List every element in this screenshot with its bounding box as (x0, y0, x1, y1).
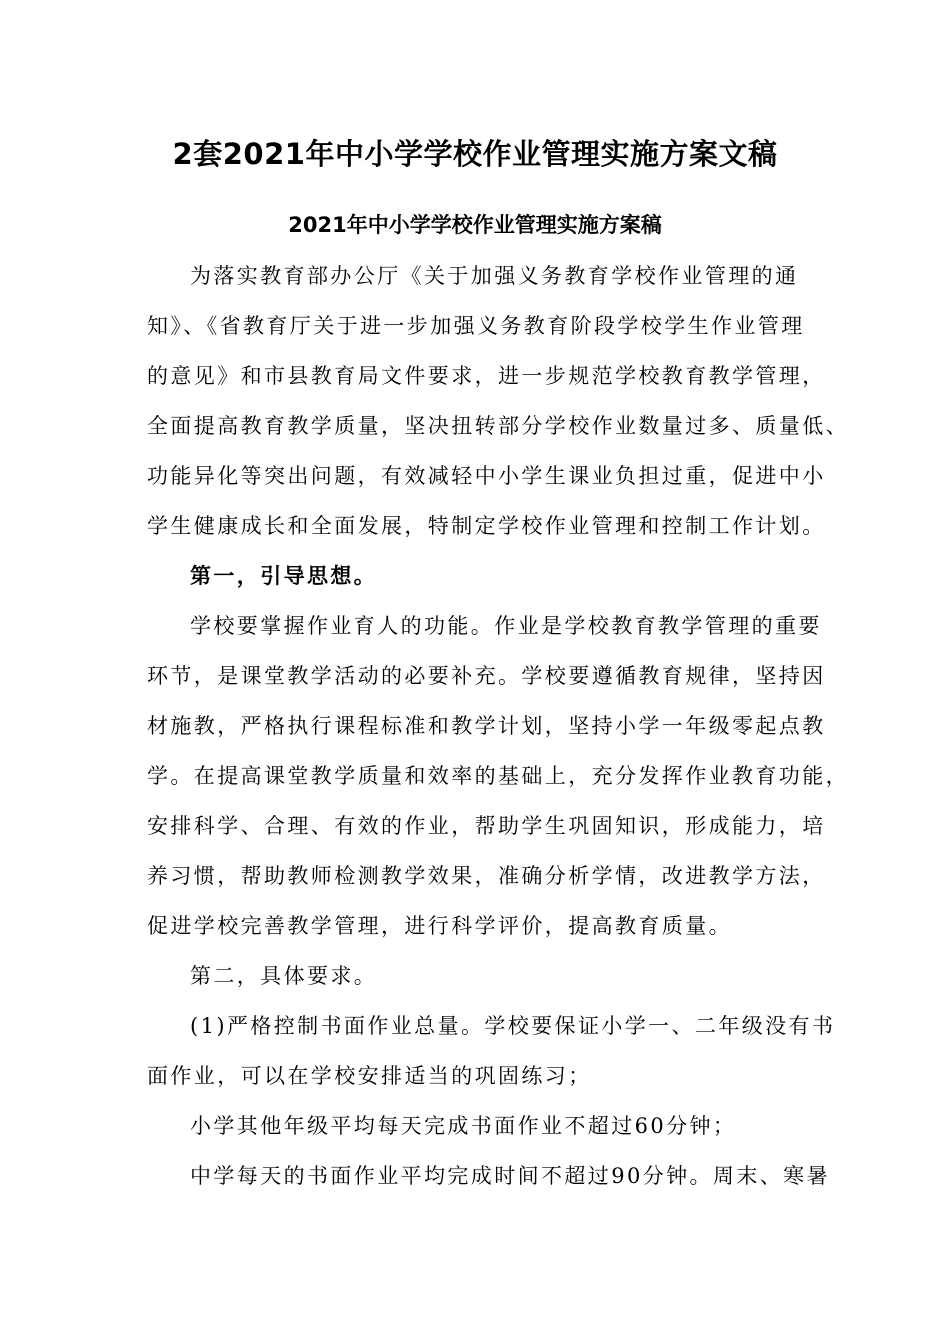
section-heading: 第一，引导思想。 (190, 564, 378, 588)
paragraph-line: 面作业，可以在学校安排适当的巩固练习； (147, 1064, 592, 1088)
paragraph-line: 中学每天的书面作业平均完成时间不超过90分钟。周末、寒暑 (190, 1164, 830, 1188)
paragraph-line: 学生健康成长和全面发展，特制定学校作业管理和控制工作计划。 (147, 514, 826, 538)
paragraph-line: 养习惯，帮助教师检测教学效果，准确分析学情，改进教学方法， (147, 864, 826, 888)
section-heading: 第二，具体要求。 (190, 964, 378, 988)
paragraph-line: 为落实教育部办公厅《关于加强义务教育学校作业管理的通 (190, 264, 799, 288)
paragraph-line: 材施教，严格执行课程标准和教学计划，坚持小学一年级零起点教 (147, 714, 826, 738)
paragraph-line: 学校要掌握作业育人的功能。作业是学校教育教学管理的重要 (190, 614, 822, 638)
paragraph-line: 安排科学、合理、有效的作业，帮助学生巩固知识，形成能力，培 (147, 814, 826, 838)
paragraph-line: (1)严格控制书面作业总量。学校要保证小学一、二年级没有书 (190, 1014, 836, 1038)
paragraph-line: 知》、《省教育厅关于进一步加强义务教育阶段学校学生作业管理 (147, 314, 805, 338)
document-subtitle: 2021年中小学学校作业管理实施方案稿 (288, 213, 662, 237)
paragraph-line: 功能异化等突出问题，有效减轻中小学生课业负担过重，促进中小 (147, 464, 826, 488)
document-title: 2套2021年中小学学校作业管理实施方案文稿 (172, 137, 778, 171)
paragraph-line: 促进学校完善教学管理，进行科学评价，提高教育质量。 (147, 914, 732, 938)
paragraph-line: 环节，是课堂教学活动的必要补充。学校要遵循教育规律，坚持因 (147, 664, 826, 688)
paragraph-line: 学。在提高课堂教学质量和效率的基础上，充分发挥作业教育功能， (147, 764, 849, 788)
paragraph-line: 小学其他年级平均每天完成书面作业不超过60分钟； (190, 1114, 737, 1138)
paragraph-line: 全面提高教育教学质量，坚决扭转部分学校作业数量过多、质量低、 (147, 414, 849, 438)
paragraph-line: 的意见》和市县教育局文件要求，进一步规范学校教育教学管理， (147, 364, 826, 388)
